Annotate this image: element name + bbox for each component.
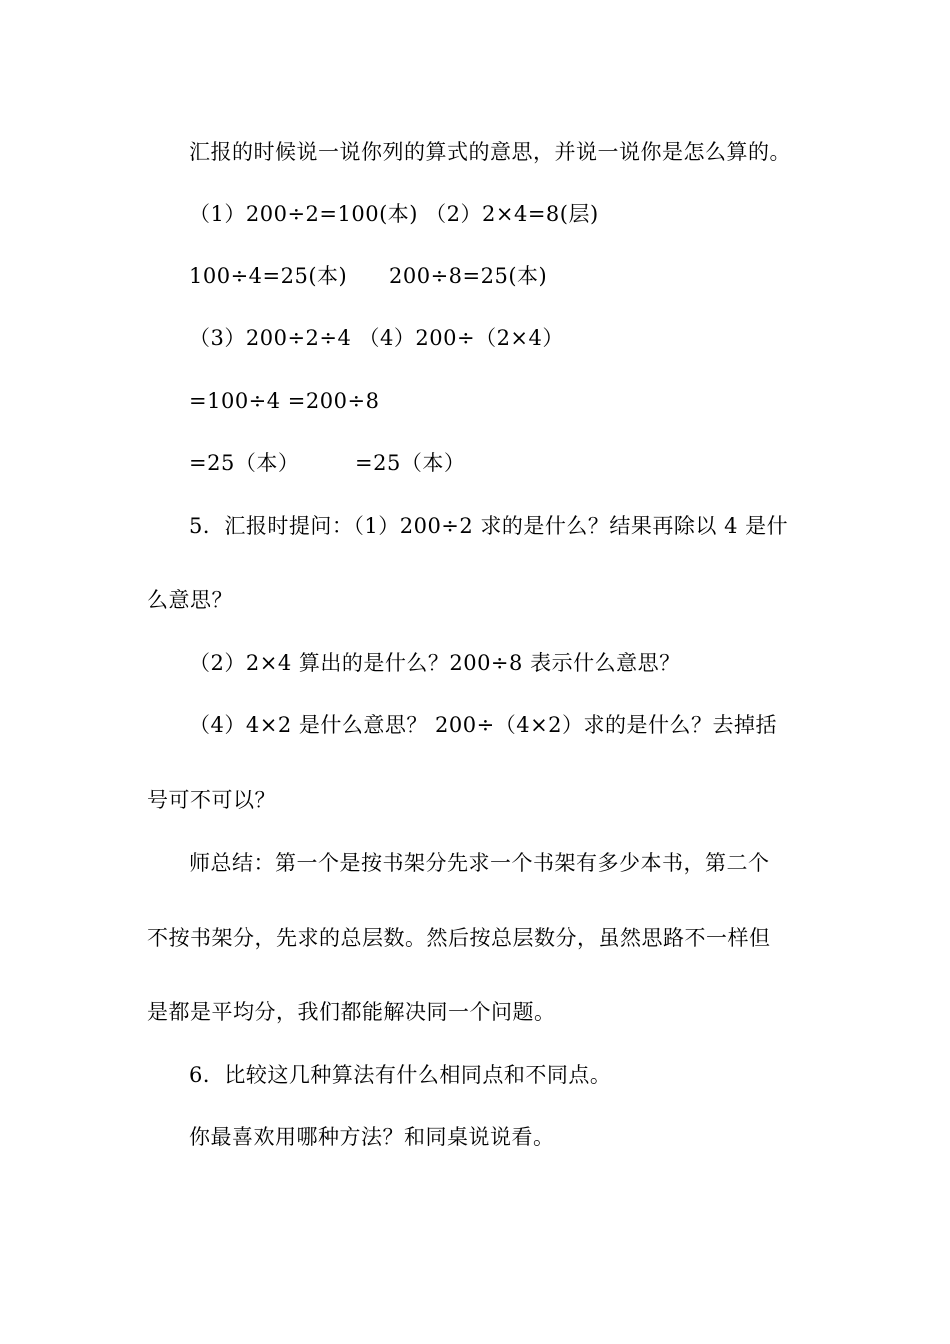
question-5-line-1: 5．汇报时提问：（1）200÷2 求的是什么？结果再除以 4 是什 [189,514,789,538]
teacher-summary-line-3: 是都是平均分，我们都能解决同一个问题。 [147,1000,556,1024]
question-5-line-2: 么意思？ [147,588,233,612]
equation-line-2a: 100÷4=25(本) [189,264,348,288]
question-4-line-2: 号可不可以？ [147,788,276,812]
equation-line-4: =100÷4 =200÷8 [189,389,380,413]
favorite-method-line: 你最喜欢用哪种方法？和同桌说说看。 [189,1125,555,1149]
equation-line-2b: 200÷8=25(本) [389,264,548,288]
equation-line-5b: =25（本） [355,451,466,475]
paragraph-report-instruction: 汇报的时候说一说你列的算式的意思，并说一说你是怎么算的。 [189,140,791,164]
equation-line-3: （3）200÷2÷4 （4）200÷（2×4） [189,326,564,350]
question-6-line: 6．比较这几种算法有什么相同点和不同点。 [189,1063,612,1087]
equation-line-5a: =25（本） [189,451,300,475]
equation-line-1: （1）200÷2=100(本) （2）2×4=8(层) [189,202,599,226]
teacher-summary-line-2: 不按书架分，先求的总层数。然后按总层数分，虽然思路不一样但 [147,926,771,950]
question-2-line: （2）2×4 算出的是什么？200÷8 表示什么意思？ [189,651,681,675]
question-4-line-1: （4）4×2 是什么意思？ 200÷（4×2）求的是什么？去掉括 [189,713,778,737]
teacher-summary-line-1: 师总结：第一个是按书架分先求一个书架有多少本书，第二个 [189,851,770,875]
